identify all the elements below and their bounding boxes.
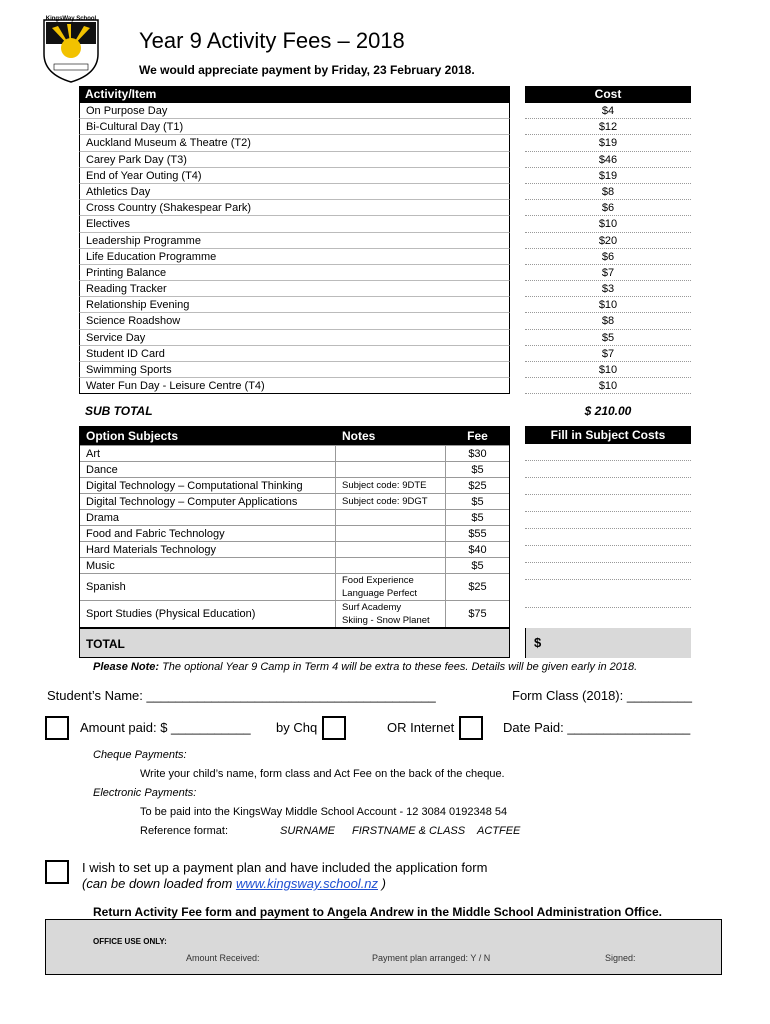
activity-row: Life Education Programme xyxy=(79,249,510,265)
electronic-text: To be paid into the KingsWay Middle School Account - 12 3084 0192348 54 xyxy=(140,806,508,818)
activity-row: Water Fun Day - Leisure Centre (T4) xyxy=(79,378,510,394)
activity-cost: $12 xyxy=(525,119,691,135)
option-notes xyxy=(336,478,446,493)
activity-table xyxy=(79,86,510,394)
plan-sub-pre: (can be down loaded from xyxy=(82,876,236,891)
total-value[interactable]: $ xyxy=(525,628,691,658)
activity-cost: $10 xyxy=(525,378,691,394)
option-subject-header: Option Subjects xyxy=(86,429,179,443)
option-fee: $25 xyxy=(468,581,487,593)
option-row xyxy=(80,509,509,525)
reference-label: Reference format: xyxy=(140,825,229,837)
school-crest-logo xyxy=(40,14,102,84)
or-internet-label: OR Internet xyxy=(387,720,455,735)
fill-in-cost-line[interactable] xyxy=(525,495,691,512)
option-subject: Drama xyxy=(80,510,336,525)
payment-plan-arranged-label: Payment plan arranged: Y / N xyxy=(372,953,491,963)
option-row xyxy=(80,445,509,461)
activity-cost: $10 xyxy=(525,216,691,232)
page-title: Year 9 Activity Fees – 2018 xyxy=(139,28,405,53)
reference-firstname: FIRSTNAME & CLASS xyxy=(352,825,466,837)
option-notes xyxy=(336,574,446,600)
option-notes xyxy=(336,526,446,541)
activity-cost: $6 xyxy=(525,249,691,265)
cheque-heading: Cheque Payments: xyxy=(93,749,187,761)
activity-cost: $46 xyxy=(525,152,691,168)
option-subject: Music xyxy=(80,558,336,573)
option-fee-header: Fee xyxy=(467,429,488,443)
option-note-line: Subject code: 9DGT xyxy=(342,496,428,507)
activity-cost: $5 xyxy=(525,330,691,346)
amount-received-label: Amount Received: xyxy=(186,953,260,963)
payment-plan-text: I wish to set up a payment plan and have included the application form xyxy=(82,860,488,875)
activity-cost: $10 xyxy=(525,297,691,313)
option-notes-header: Notes xyxy=(342,429,376,443)
activity-row: End of Year Outing (T4) xyxy=(79,168,510,184)
option-fee: $5 xyxy=(471,463,484,476)
activity-row: Science Roadshow xyxy=(79,313,510,329)
activity-row: On Purpose Day xyxy=(79,103,510,119)
plan-sub-post: ) xyxy=(378,876,386,891)
activity-header: Activity/Item xyxy=(79,86,510,103)
reference-surname: SURNAME xyxy=(280,825,336,837)
page-subtitle: We would appreciate payment by Friday, 23 February 2018. xyxy=(139,63,475,77)
activity-row: Auckland Museum & Theatre (T2) xyxy=(79,135,510,151)
activity-row: Relationship Evening xyxy=(79,297,510,313)
form-class-field[interactable]: Form Class (2018): _________ xyxy=(512,688,692,703)
option-row xyxy=(80,600,509,627)
activity-cost: $8 xyxy=(525,184,691,200)
option-subject: Spanish xyxy=(80,574,336,600)
option-subject: Food and Fabric Technology xyxy=(80,526,336,541)
activity-cost: $6 xyxy=(525,200,691,216)
activity-row: Cross Country (Shakespear Park) xyxy=(79,200,510,216)
option-fee: $5 xyxy=(471,559,484,572)
option-fee: $75 xyxy=(468,608,487,620)
option-subject: Sport Studies (Physical Education) xyxy=(80,601,336,627)
student-name-field[interactable]: Student’s Name: ________________________________________ xyxy=(47,688,436,703)
activity-cost: $7 xyxy=(525,265,691,281)
activity-row: Swimming Sports xyxy=(79,362,510,378)
option-row xyxy=(80,525,509,541)
amount-paid-field[interactable]: Amount paid: $ ___________ xyxy=(80,720,251,735)
activity-cost: $19 xyxy=(525,168,691,184)
note-text: The optional Year 9 Camp in Term 4 will be extra to these fees. Details will be given early in 2018. xyxy=(159,661,638,673)
note-bold: Please Note: xyxy=(93,661,160,673)
subtotal-value: $ 210.00 xyxy=(584,404,632,418)
total-label: TOTAL xyxy=(79,628,510,658)
cost-header: Cost xyxy=(525,86,691,103)
option-note-line: Language Perfect xyxy=(342,588,418,599)
by-cheque-checkbox[interactable] xyxy=(322,716,346,740)
option-fee: $5 xyxy=(471,495,484,508)
activity-row: Electives xyxy=(79,216,510,232)
option-row xyxy=(80,541,509,557)
internet-checkbox[interactable] xyxy=(459,716,483,740)
option-subjects-table xyxy=(79,426,510,628)
option-row xyxy=(80,477,509,493)
option-subject: Art xyxy=(80,446,336,461)
office-use-box xyxy=(45,919,722,975)
payment-plan-checkbox[interactable] xyxy=(45,860,69,884)
amount-paid-checkbox[interactable] xyxy=(45,716,69,740)
activity-row: Service Day xyxy=(79,330,510,346)
fill-in-header: Fill in Subject Costs xyxy=(525,426,691,444)
option-subject: Hard Materials Technology xyxy=(80,542,336,557)
option-notes xyxy=(336,446,446,461)
activity-row: Athletics Day xyxy=(79,184,510,200)
option-note-line: Food Experience xyxy=(342,575,414,586)
activity-row: Student ID Card xyxy=(79,346,510,362)
school-website-link[interactable]: www.kingsway.school.nz xyxy=(235,876,379,891)
by-cheque-label: by Chq xyxy=(276,720,318,735)
option-note-line: Surf Academy xyxy=(342,602,402,613)
option-subject: Digital Technology – Computational Thinking xyxy=(80,478,336,493)
option-notes xyxy=(336,558,446,573)
option-subject: Digital Technology – Computer Applications xyxy=(80,494,336,509)
electronic-heading: Electronic Payments: xyxy=(93,787,197,799)
option-row xyxy=(80,461,509,477)
logo-text: KingsWay School xyxy=(45,16,97,22)
option-row xyxy=(80,573,509,600)
activity-cost: $3 xyxy=(525,281,691,297)
office-use-title: OFFICE USE ONLY: xyxy=(93,937,167,946)
subtotal-label: SUB TOTAL xyxy=(85,404,153,418)
camp-note xyxy=(93,661,637,673)
option-note-line: Skiing - Snow Planet xyxy=(342,615,430,626)
fill-in-cost-line[interactable] xyxy=(525,563,691,580)
fill-in-cost-line[interactable] xyxy=(525,580,691,608)
activity-cost: $20 xyxy=(525,233,691,249)
option-notes xyxy=(336,601,446,627)
fill-in-cost-line[interactable] xyxy=(525,546,691,563)
option-note-line: Subject code: 9DTE xyxy=(342,480,427,491)
return-instructions: Return Activity Fee form and payment to Angela Andrew in the Middle School Administration Office. xyxy=(93,905,662,919)
activity-row: Carey Park Day (T3) xyxy=(79,152,510,168)
fill-in-cost-line[interactable] xyxy=(525,529,691,546)
payment-plan-sub xyxy=(82,876,386,891)
cost-column xyxy=(525,86,691,394)
cheque-text: Write your child’s name, form class and Act Fee on the back of the cheque. xyxy=(140,768,505,780)
fill-in-costs-column xyxy=(525,426,691,636)
fill-in-cost-line[interactable] xyxy=(525,512,691,529)
activity-row: Reading Tracker xyxy=(79,281,510,297)
option-notes xyxy=(336,462,446,477)
activity-cost: $19 xyxy=(525,135,691,151)
reference-actfee: ACTFEE xyxy=(477,825,521,837)
option-row xyxy=(80,557,509,573)
fill-in-cost-line[interactable] xyxy=(525,444,691,461)
fill-in-cost-line[interactable] xyxy=(525,461,691,478)
option-row xyxy=(80,493,509,509)
signed-label: Signed: xyxy=(605,953,636,963)
activity-cost: $4 xyxy=(525,103,691,119)
total-bar xyxy=(79,628,691,658)
activity-cost: $8 xyxy=(525,313,691,329)
option-fee: $5 xyxy=(471,511,484,524)
option-fee: $30 xyxy=(468,447,487,460)
activity-row: Printing Balance xyxy=(79,265,510,281)
fill-in-cost-line[interactable] xyxy=(525,478,691,495)
option-notes xyxy=(336,542,446,557)
option-fee: $40 xyxy=(468,543,487,556)
activity-cost: $7 xyxy=(525,346,691,362)
activity-row: Bi-Cultural Day (T1) xyxy=(79,119,510,135)
date-paid-field[interactable]: Date Paid: _________________ xyxy=(503,720,691,735)
option-notes xyxy=(336,494,446,509)
activity-cost: $10 xyxy=(525,362,691,378)
option-fee: $25 xyxy=(468,479,487,492)
option-subject: Dance xyxy=(80,462,336,477)
activity-row: Leadership Programme xyxy=(79,233,510,249)
option-notes xyxy=(336,510,446,525)
option-fee: $55 xyxy=(468,527,487,540)
